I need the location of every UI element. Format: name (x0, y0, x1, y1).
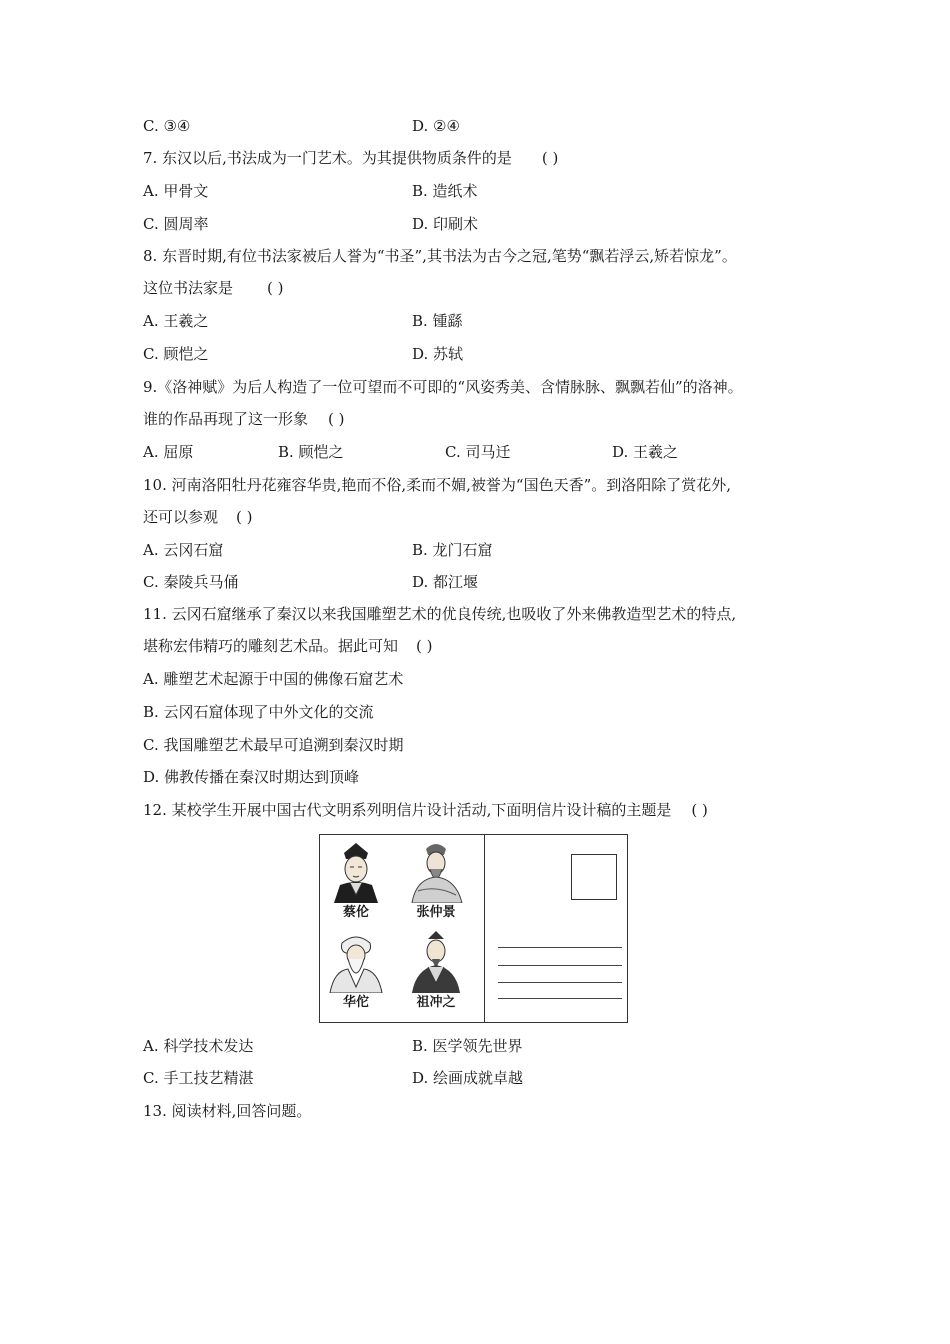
address-line (498, 998, 622, 999)
address-line (498, 982, 622, 983)
q11-stem-line1: 11. 云冈石窟继承了秦汉以来我国雕塑艺术的优良传统,也吸收了外来佛教造型艺术的特点, (143, 605, 737, 623)
portrait-hua-tuo (318, 929, 394, 1011)
name-zhang-zhongjing: 张仲景 (416, 905, 456, 920)
q9-stem-line1: 9.《洛神赋》为后人构造了一位可望而不可即的“风姿秀美、含情脉脉、飘飘若仙”的洛神。 (143, 378, 743, 396)
q8-stem-line2: 这位书法家是 (143, 279, 234, 297)
q9-option-b: B. 顾恺之 (278, 443, 344, 461)
q9-stem-line2: 谁的作品再现了这一形象 (143, 410, 309, 428)
q10-option-d: D. 都江堰 (412, 573, 479, 591)
q8-answer-paren: ( ) (267, 279, 284, 297)
q10-answer-paren: ( ) (236, 508, 253, 526)
q12-option-d: D. 绘画成就卓越 (412, 1069, 524, 1087)
q8-stem-line1: 8. 东晋时期,有位书法家被后人誉为“书圣”,其书法为古今之冠,笔势“飘若浮云,矫若惊龙”。 (143, 247, 737, 265)
q10-option-a: A. 云冈石窟 (143, 541, 224, 559)
q6-option-c: C. ③④ (143, 117, 191, 135)
hua-tuo-illustration (326, 929, 386, 993)
q11-option-a: A. 雕塑艺术起源于中国的佛像石窟艺术 (143, 670, 404, 688)
q11-option-c: C. 我国雕塑艺术最早可追溯到秦汉时期 (143, 736, 404, 754)
cai-lun-illustration (326, 839, 386, 903)
q7-option-b: B. 造纸术 (412, 182, 478, 200)
q11-stem-line2: 堪称宏伟精巧的雕刻艺术品。据此可知 (143, 637, 399, 655)
q7-answer-paren: ( ) (541, 149, 559, 167)
address-line (498, 965, 622, 966)
q11-option-d: D. 佛教传播在秦汉时期达到顶峰 (143, 768, 360, 786)
zu-chongzhi-illustration (406, 929, 466, 993)
q10-stem-line2: 还可以参观 (143, 508, 219, 526)
q12-option-b: B. 医学领先世界 (412, 1037, 523, 1055)
q9-option-d: D. 王羲之 (612, 443, 679, 461)
portrait-cai-lun (318, 839, 394, 921)
stamp-box (571, 854, 617, 900)
q12-option-c: C. 手工技艺精湛 (143, 1069, 254, 1087)
name-hua-tuo: 华佗 (342, 995, 369, 1010)
zhang-zhongjing-illustration (406, 839, 466, 903)
postcard-divider (484, 835, 485, 1022)
q10-stem-line1: 10. 河南洛阳牡丹花雍容华贵,艳而不俗,柔而不媚,被誉为“国色天香”。到洛阳除了赏花外, (143, 476, 732, 494)
name-cai-lun: 蔡伦 (342, 905, 369, 920)
q7-option-c: C. 圆周率 (143, 215, 209, 233)
q10-option-c: C. 秦陵兵马俑 (143, 573, 239, 591)
q9-answer-paren: ( ) (328, 410, 345, 428)
portrait-zhang-zhongjing (398, 839, 474, 921)
q8-option-a: A. 王羲之 (143, 312, 209, 330)
q8-option-c: C. 顾恺之 (143, 345, 209, 363)
name-zu-chongzhi: 祖冲之 (416, 995, 456, 1010)
q7-stem: 7. 东汉以后,书法成为一门艺术。为其提供物质条件的是 (143, 149, 512, 167)
q7-option-a: A. 甲骨文 (143, 182, 209, 200)
q9-option-c: C. 司马迁 (445, 443, 511, 461)
q8-stem-line2-row (143, 278, 284, 298)
q12-answer-paren: ( ) (691, 801, 708, 819)
q12-stem: 12. 某校学生开展中国古代文明系列明信片设计活动,下面明信片设计稿的主题是 (143, 801, 672, 819)
q9-stem-line2-row (143, 409, 345, 429)
q12-option-a: A. 科学技术发达 (143, 1037, 254, 1055)
q6-option-d: D. ②④ (412, 117, 460, 135)
q8-option-d: D. 苏轼 (412, 345, 464, 363)
address-line (498, 947, 622, 948)
q10-option-b: B. 龙门石窟 (412, 541, 493, 559)
q11-option-b: B. 云冈石窟体现了中外文化的交流 (143, 703, 374, 721)
q7-stem-line (143, 148, 558, 168)
q10-stem-line2-row (143, 507, 253, 527)
q7-option-d: D. 印刷术 (412, 215, 479, 233)
q11-answer-paren: ( ) (416, 637, 433, 655)
q8-option-b: B. 锺繇 (412, 312, 463, 330)
portrait-zu-chongzhi (398, 929, 474, 1011)
q11-stem-line2-row (143, 636, 433, 656)
q12-stem-line (143, 800, 708, 820)
q13-stem: 13. 阅读材料,回答问题。 (143, 1102, 312, 1120)
postcard-figure (319, 834, 628, 1023)
q9-option-a: A. 屈原 (143, 443, 194, 461)
